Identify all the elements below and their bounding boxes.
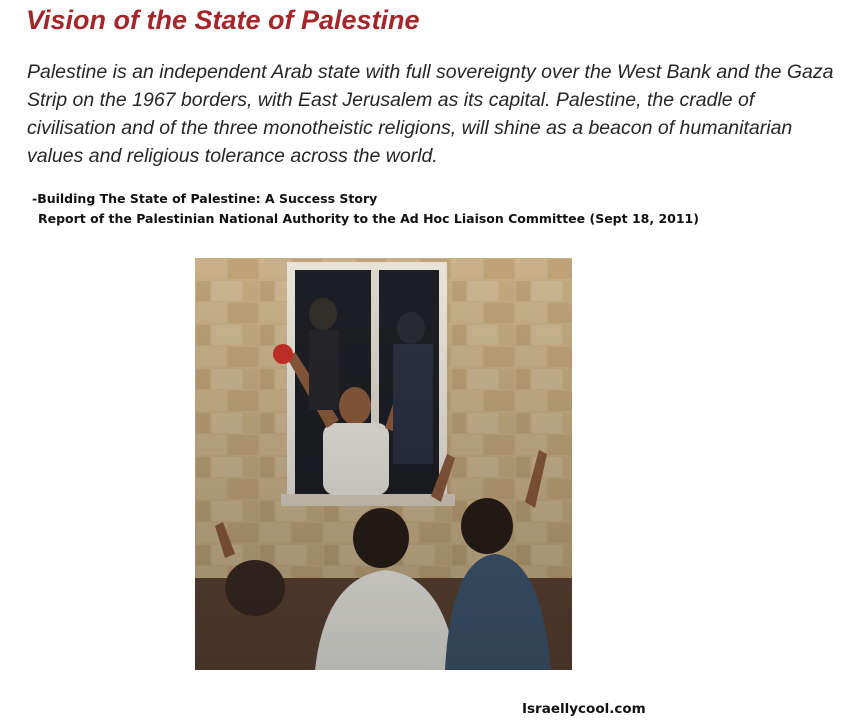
- source-citation: [32, 189, 699, 229]
- page-title: Vision of the State of Palestine: [26, 5, 420, 35]
- watermark-credit: Israellycool.com: [522, 701, 646, 717]
- news-photo: [195, 258, 572, 670]
- source-title: -Building The State of Palestine: A Success Story: [32, 191, 378, 206]
- quote-text: Palestine is an independent Arab state with full sovereignty over the West Bank and the Gaza Strip on the 1967 borders, with East Jerusalem as its capital. Palestine, the cradle of civilisation and of the three monotheistic religions, will shine as a beacon of humanitarian values and religious tolerance across the world.: [27, 61, 834, 167]
- source-report: Report of the Palestinian National Authority to the Ad Hoc Liaison Committee (Sept 18, 2011): [38, 211, 699, 226]
